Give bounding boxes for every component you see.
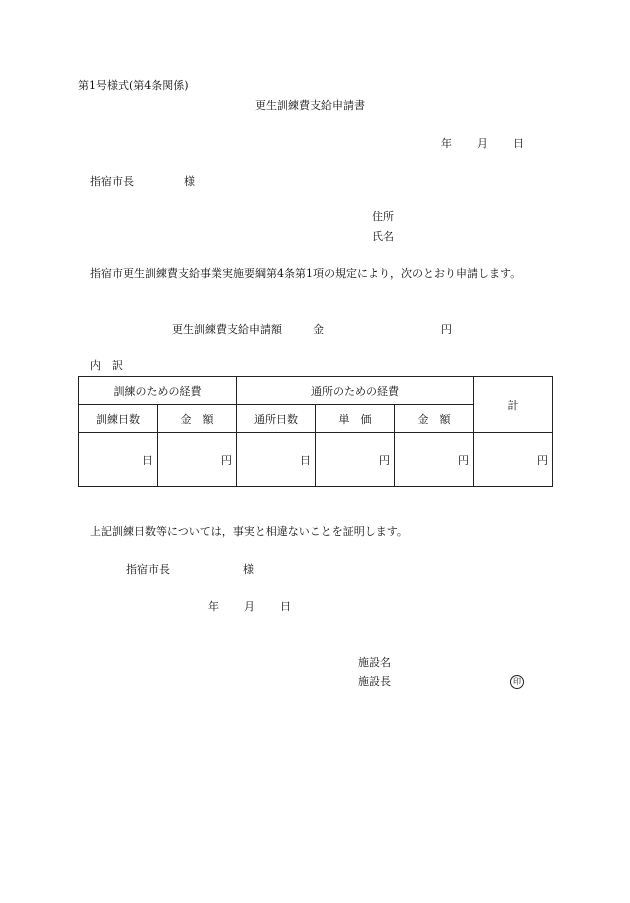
cert-date-year: 年 <box>208 600 219 613</box>
date-month: 月 <box>477 137 488 150</box>
cell-commute-amount[interactable]: 円 <box>395 433 474 487</box>
facility-name-label: 施設名 <box>358 656 391 669</box>
addressee-name: 指宿市長 <box>90 175 134 188</box>
amount-prefix: 金 <box>313 323 324 336</box>
page-title: 更生訓練費支給申請書 <box>255 99 365 112</box>
col-unit-price: 単 価 <box>316 405 395 433</box>
col-training-amount: 金 額 <box>158 405 237 433</box>
cell-commute-days[interactable]: 日 <box>237 433 316 487</box>
cell-total[interactable]: 円 <box>474 433 553 487</box>
header-total: 計 <box>474 377 553 433</box>
amount-unit: 円 <box>441 323 452 336</box>
applicant-address-label: 住所 <box>372 210 394 223</box>
amount-label: 更生訓練費支給申請額 <box>172 323 282 336</box>
cell-training-amount[interactable]: 円 <box>158 433 237 487</box>
facility-head-label: 施設長 <box>358 675 391 688</box>
cert-date-day: 日 <box>280 600 291 613</box>
seal-mark: 印 <box>510 675 524 689</box>
cell-training-days[interactable]: 日 <box>79 433 158 487</box>
cell-unit-price[interactable]: 円 <box>316 433 395 487</box>
breakdown-table <box>78 376 553 487</box>
form-number: 第1号様式(第4条関係) <box>78 79 189 92</box>
cert-date-month: 月 <box>244 600 255 613</box>
breakdown-heading: 内 訳 <box>90 359 123 372</box>
col-commute-days: 通所日数 <box>237 405 316 433</box>
cert-addressee-name: 指宿市長 <box>126 563 170 576</box>
application-statement: 指宿市更生訓練費支給事業実施要綱第4条第1項の規定により，次のとおり申請します。 <box>90 267 522 280</box>
col-training-days: 訓練日数 <box>79 405 158 433</box>
cert-addressee-honorific: 様 <box>243 563 254 576</box>
certification-statement: 上記訓練日数等については，事実と相違ないことを証明します。 <box>90 525 408 538</box>
addressee-honorific: 様 <box>184 175 195 188</box>
applicant-name-label: 氏名 <box>372 230 394 243</box>
header-training-costs: 訓練のための経費 <box>79 377 237 405</box>
col-commute-amount: 金 額 <box>395 405 474 433</box>
header-commuting-costs: 通所のための経費 <box>237 377 474 405</box>
date-year: 年 <box>441 137 452 150</box>
date-day: 日 <box>513 137 524 150</box>
